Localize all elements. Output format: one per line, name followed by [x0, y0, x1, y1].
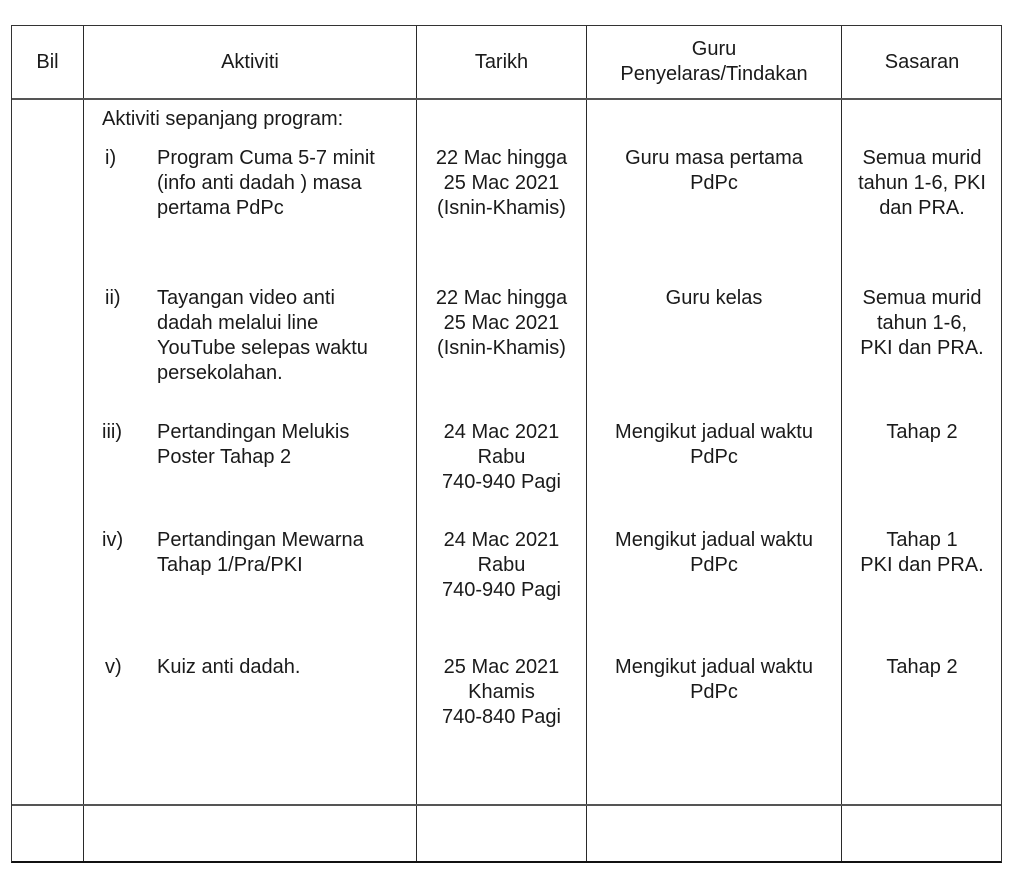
activity-cell: [157, 655, 417, 680]
teacher-line: Mengikut jadual waktu: [615, 656, 813, 678]
activity-line: Pertandingan Mewarna: [157, 529, 364, 551]
date-line: 25 Mac 2021: [443, 312, 560, 334]
date-line: 25 Mac 2021: [443, 172, 560, 194]
activity-line: Tayangan video anti: [157, 287, 335, 309]
teacher-line: Mengikut jadual waktu: [615, 421, 813, 443]
activity-line: Kuiz anti dadah.: [157, 656, 301, 678]
header-aktiviti-label: Aktiviti: [221, 50, 279, 73]
date-line: Rabu: [477, 446, 526, 468]
teacher-cell: [587, 146, 841, 196]
table-row: [12, 655, 1003, 755]
header-guru-line1: Guru: [691, 38, 737, 60]
target-line: Tahap 1: [886, 529, 958, 551]
activity-line: Tahap 1/Pra/PKI: [157, 554, 303, 576]
target-line: PKI dan PRA.: [860, 337, 984, 359]
date-line: 22 Mac hingga: [435, 147, 568, 169]
activity-cell: [157, 528, 417, 578]
header-bil-label: Bil: [36, 50, 59, 73]
activity-table: [11, 25, 1002, 863]
table-row: [12, 528, 1003, 628]
header-tarikh: [417, 26, 586, 98]
table-row: [12, 286, 1003, 406]
date-line: (Isnin-Khamis): [437, 337, 566, 359]
target-line: dan PRA.: [879, 197, 965, 219]
row-number: iv): [102, 529, 124, 551]
activity-cell: [157, 420, 417, 470]
teacher-line: Guru masa pertama: [625, 147, 803, 169]
date-line: 740-940 Pagi: [442, 579, 561, 601]
header-bil: [12, 26, 83, 98]
teacher-line: Guru kelas: [665, 287, 763, 309]
activity-cell: [157, 146, 417, 221]
activity-line: dadah melalui line: [157, 312, 319, 334]
target-line: tahun 1-6, PKI: [858, 172, 986, 194]
header-divider: [12, 98, 1001, 100]
teacher-line: PdPc: [690, 446, 738, 468]
teacher-cell: [587, 286, 841, 311]
teacher-cell: [587, 420, 841, 470]
header-guru-line2: Penyelaras/Tindakan: [620, 63, 808, 85]
header-guru: [587, 26, 841, 98]
target-line: PKI dan PRA.: [860, 554, 984, 576]
target-line: Semua murid: [862, 287, 982, 309]
date-line: (Isnin-Khamis): [437, 197, 566, 219]
row-number: i): [105, 147, 117, 169]
activities-intro-text: Aktiviti sepanjang program:: [102, 108, 344, 130]
date-line: Khamis: [468, 681, 535, 703]
target-line: Tahap 2: [886, 656, 958, 678]
date-line: 25 Mac 2021: [443, 656, 560, 678]
header-aktiviti: [84, 26, 416, 98]
date-line: 24 Mac 2021: [443, 421, 560, 443]
row-number: v): [105, 656, 122, 678]
date-line: 740-840 Pagi: [442, 706, 561, 728]
activity-line: pertama PdPc: [157, 197, 284, 219]
target-cell: [842, 286, 1002, 361]
teacher-line: PdPc: [690, 554, 738, 576]
teacher-line: PdPc: [690, 681, 738, 703]
date-line: 22 Mac hingga: [435, 287, 568, 309]
target-line: Tahap 2: [886, 421, 958, 443]
target-cell: [842, 528, 1002, 578]
teacher-line: PdPc: [690, 172, 738, 194]
date-cell: [417, 420, 586, 495]
empty-table-row: [12, 806, 1003, 862]
table-row: [12, 146, 1003, 266]
target-cell: [842, 655, 1002, 680]
target-cell: [842, 420, 1002, 445]
activities-intro: [102, 107, 343, 132]
table-row: [12, 420, 1003, 520]
target-cell: [842, 146, 1002, 221]
target-line: tahun 1-6,: [876, 312, 968, 334]
date-cell: [417, 528, 586, 603]
header-sasaran-label: Sasaran: [884, 50, 960, 73]
date-cell: [417, 286, 586, 361]
date-cell: [417, 146, 586, 221]
activity-line: persekolahan.: [157, 362, 283, 384]
teacher-line: Mengikut jadual waktu: [615, 529, 813, 551]
row-number: ii): [105, 287, 121, 309]
date-line: Rabu: [477, 554, 526, 576]
activity-line: (info anti dadah ) masa: [157, 172, 362, 194]
teacher-cell: [587, 528, 841, 578]
teacher-cell: [587, 655, 841, 705]
activity-line: Program Cuma 5-7 minit: [157, 147, 375, 169]
activity-line: Pertandingan Melukis: [157, 421, 350, 443]
header-sasaran: [842, 26, 1002, 98]
header-tarikh-label: Tarikh: [474, 50, 529, 73]
activity-line: YouTube selepas waktu: [157, 337, 368, 359]
activity-cell: [157, 286, 417, 386]
target-line: Semua murid: [862, 147, 982, 169]
date-line: 24 Mac 2021: [443, 529, 560, 551]
activity-line: Poster Tahap 2: [157, 446, 292, 468]
date-cell: [417, 655, 586, 730]
date-line: 740-940 Pagi: [442, 471, 561, 493]
row-number: iii): [102, 421, 122, 443]
